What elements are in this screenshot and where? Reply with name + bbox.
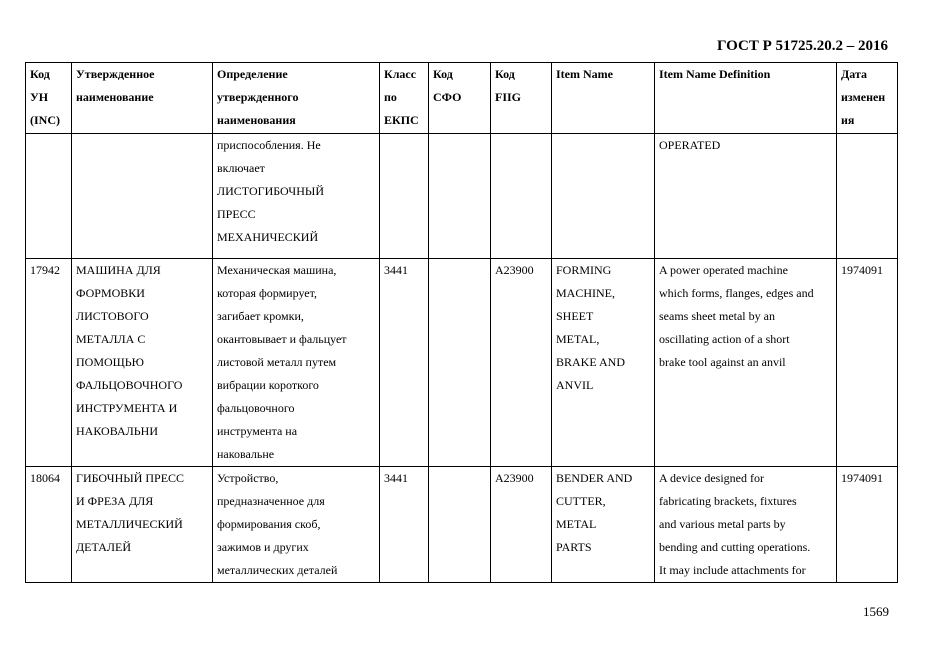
cell-item-definition: A device designed for fabricating brackets, fixtures and various metal parts by bending and cutting operations. It may include attachments for <box>655 467 837 583</box>
cell-date: 1974091 <box>837 259 898 467</box>
cell-name-ru: МАШИНА ДЛЯ ФОРМОВКИ ЛИСТОВОГО МЕТАЛЛА С ПОМОЩЬЮ ФАЛЬЦОВОЧНОГО ИНСТРУМЕНТА И НАКОВАЛЬНИ <box>72 259 213 467</box>
nomenclature-table <box>25 62 898 583</box>
cell-date <box>837 134 898 259</box>
cell-inc: 18064 <box>26 467 72 583</box>
header-inc: Код УН (INC) <box>26 63 72 134</box>
cell-definition-ru: приспособления. Не включает ЛИСТОГИБОЧНЫЙ ПРЕСС МЕХАНИЧЕСКИЙ <box>213 134 380 259</box>
table-row <box>26 134 898 259</box>
cell-inc <box>26 134 72 259</box>
header-approved-name: Утвержденное наименование <box>72 63 213 134</box>
cell-fiig: A23900 <box>491 467 552 583</box>
header-item-name: Item Name <box>552 63 655 134</box>
header-definition: Определение утвержденного наименования <box>213 63 380 134</box>
cell-item-name: BENDER AND CUTTER, METAL PARTS <box>552 467 655 583</box>
table-row <box>26 259 898 467</box>
cell-name-ru <box>72 134 213 259</box>
page-number: 1569 <box>863 604 889 619</box>
cell-item-definition: A power operated machine which forms, flanges, edges and seams sheet metal by an oscillating action of a short brake tool against an anvil <box>655 259 837 467</box>
header-date: Дата изменен ия <box>837 63 898 134</box>
cell-item-name: FORMING MACHINE, SHEET METAL, BRAKE AND ANVIL <box>552 259 655 467</box>
cell-fiig: A23900 <box>491 259 552 467</box>
cell-sfo <box>429 134 491 259</box>
cell-sfo <box>429 259 491 467</box>
cell-name-ru: ГИБОЧНЫЙ ПРЕСС И ФРЕЗА ДЛЯ МЕТАЛЛИЧЕСКИЙ ДЕТАЛЕЙ <box>72 467 213 583</box>
cell-definition-ru: Механическая машина, которая формирует, загибает кромки, окантовывает и фальцует листовой металл путем вибрации короткого фальцовочного инструмента на наковальне <box>213 259 380 467</box>
header-fiig: Код FIIG <box>491 63 552 134</box>
document-title: ГОСТ Р 51725.20.2 – 2016 <box>716 38 888 54</box>
cell-inc: 17942 <box>26 259 72 467</box>
cell-class: 3441 <box>380 259 429 467</box>
cell-definition-ru: Устройство, предназначенное для формирования скоб, зажимов и других металлических деталей <box>213 467 380 583</box>
table-row <box>26 467 898 583</box>
cell-item-definition: OPERATED <box>655 134 837 259</box>
cell-sfo <box>429 467 491 583</box>
table-header-row <box>26 63 898 134</box>
cell-item-name <box>552 134 655 259</box>
header-class: Класс по ЕКПС <box>380 63 429 134</box>
cell-date: 1974091 <box>837 467 898 583</box>
cell-class <box>380 134 429 259</box>
cell-fiig <box>491 134 552 259</box>
header-sfo: Код СФО <box>429 63 491 134</box>
header-item-definition: Item Name Definition <box>655 63 837 134</box>
cell-class: 3441 <box>380 467 429 583</box>
